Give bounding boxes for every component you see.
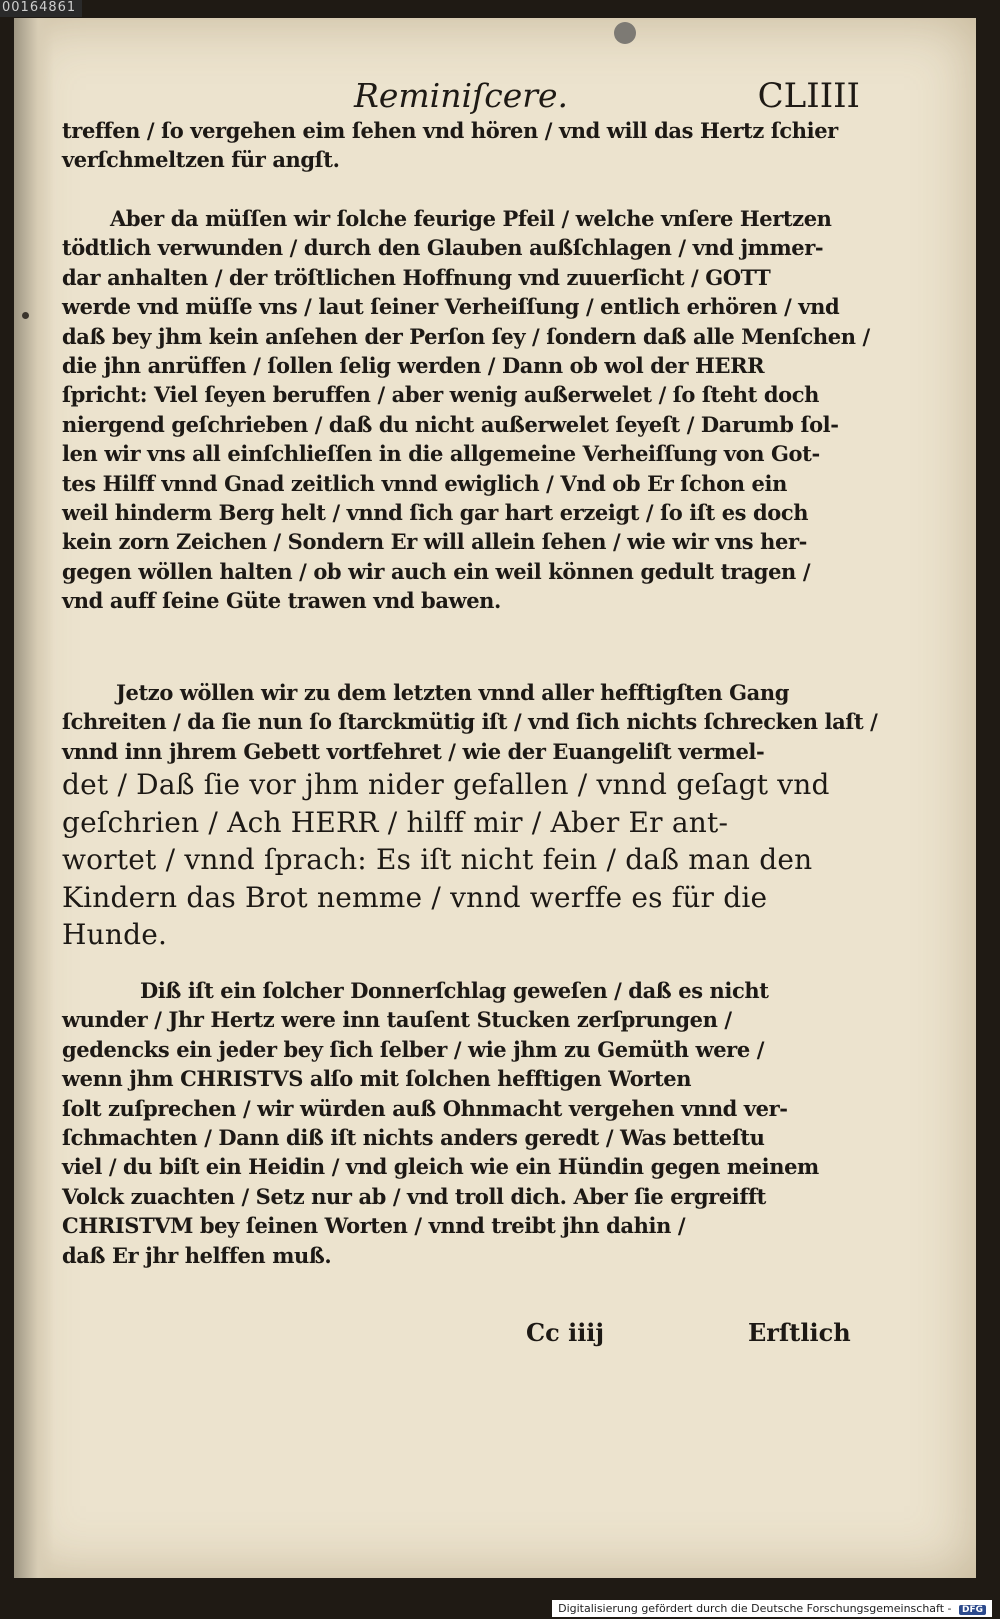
text-line: kein zorn Zeichen / Sondern Er will allein ſehen / wie wir vns her- xyxy=(62,529,807,555)
scan-identifier: 00164861 xyxy=(0,0,82,17)
text-line: Volck zuachten / Setz nur ab / vnd troll dich. Aber ſie ergreifft xyxy=(62,1183,766,1209)
text-line: weil hinderm Berg helt / vnnd ſich gar hart erzeigt / ſo iſt es doch xyxy=(62,500,809,526)
text-line: vnd auff ſeine Güte trawen vnd bawen. xyxy=(62,588,501,614)
folio-number: CLIIII xyxy=(757,76,860,116)
text-line: len wir vns all einſchlieſſen in die allgemeine Verheiſſung von Got- xyxy=(62,441,820,467)
dfg-logo-icon: DFG xyxy=(959,1605,986,1615)
text-line: gedencks ein jeder bey ſich ſelber / wie jhm zu Gemüth were / xyxy=(62,1036,764,1062)
credit-text: Digitalisierung gefördert durch die Deutsche Forschungsgemeinschaft - xyxy=(558,1602,952,1615)
text-line: treffen / ſo vergehen eim ſehen vnd hören / vnd will das Hertz ſchier xyxy=(62,118,838,143)
text-line: Aber da müſſen wir ſolche feurige Pfeil / welche vnſere Hertzen xyxy=(110,206,832,231)
signature-mark: Cc iiij xyxy=(526,1318,605,1347)
text-line: dar anhalten / der tröſtlichen Hoffnung vnd zuuerſicht / GOTT xyxy=(62,264,771,290)
text-line: Hunde. xyxy=(62,918,168,952)
paragraph-4 xyxy=(62,976,862,1270)
page-footer xyxy=(14,1318,976,1358)
text-line: ſchmachten / Dann diß iſt nichts anders geredt / Was betteſtu xyxy=(62,1125,765,1151)
text-line: vnnd inn jhrem Gebett vortfehret / wie der Euangeliſt vermel- xyxy=(62,738,765,764)
book-page xyxy=(14,18,976,1578)
text-line: wenn jhm CHRISTVS alſo mit ſolchen hefftigen Worten xyxy=(62,1066,692,1092)
text-line: daß Er jhr helffen muß. xyxy=(62,1242,332,1268)
text-line: CHRISTVM bey ſeinen Worten / vnnd treibt jhn dahin / xyxy=(62,1213,686,1239)
text-line: gegen wöllen halten / ob wir auch ein weil können gedult tragen / xyxy=(62,558,811,584)
text-line: tödtlich verwunden / durch den Glauben außſchlagen / vnd jmmer- xyxy=(62,235,824,261)
text-line: ſolt zuſprechen / wir würden auß Ohnmacht vergehen vnnd ver- xyxy=(62,1095,788,1121)
text-line: viel / du biſt ein Heidin / vnd gleich wie ein Hündin gegen meinem xyxy=(62,1154,819,1180)
digitization-credit xyxy=(552,1600,992,1617)
text-line: Kindern das Brot nemme / vnnd werffe es für die xyxy=(62,880,768,914)
paragraph-2 xyxy=(62,204,870,616)
text-line: ſchreiten / da ſie nun ſo ſtarckmütig iſt / vnd ſich nichts ſchrecken laſt / xyxy=(62,709,878,735)
text-line: Jetzo wöllen wir zu dem letzten vnnd aller hefftigſten Gang xyxy=(116,680,789,705)
margin-mark xyxy=(22,312,29,319)
text-line: ſpricht: Viel ſeyen beruffen / aber wenig außerwelet / ſo ſteht doch xyxy=(62,382,820,408)
text-line: die jhn anrüffen / ſollen ſelig werden / Dann ob wol der HERR xyxy=(62,353,765,379)
text-line: werde vnd müſſe vns / laut ſeiner Verheiſſung / entlich erhören / vnd xyxy=(62,294,840,320)
paragraph-1 xyxy=(62,116,862,175)
catchword: Erſtlich xyxy=(748,1318,851,1347)
running-title: Reminiſcere. xyxy=(354,76,569,115)
text-line: tes Hilff vnnd Gnad zeitlich vnnd ewiglich / Vnd ob Er ſchon ein xyxy=(62,470,787,496)
text-line: Diß iſt ein ſolcher Donnerſchlag geweſen / daß es nicht xyxy=(140,978,769,1003)
text-line: verſchmeltzen für angſt. xyxy=(62,147,340,173)
text-line: geſchrien / Ach HERR / hilff mir / Aber Er ant- xyxy=(62,805,729,839)
text-line: niergend geſchrieben / daß du nicht außerwelet ſeyeſt / Darumb ſol- xyxy=(62,411,839,437)
text-line: wunder / Jhr Hertz were inn tauſent Stucken zerſprungen / xyxy=(62,1007,732,1033)
paragraph-3 xyxy=(62,678,878,954)
text-line: wortet / vnnd ſprach: Es iſt nicht fein / daß man den xyxy=(62,843,813,877)
binding-hole xyxy=(614,22,636,44)
text-line: daß bey jhm kein anſehen der Perſon ſey / ſondern daß alle Menſchen / xyxy=(62,323,870,349)
text-line: det / Daß ſie vor jhm nider gefallen / vnnd geſagt vnd xyxy=(62,768,830,802)
